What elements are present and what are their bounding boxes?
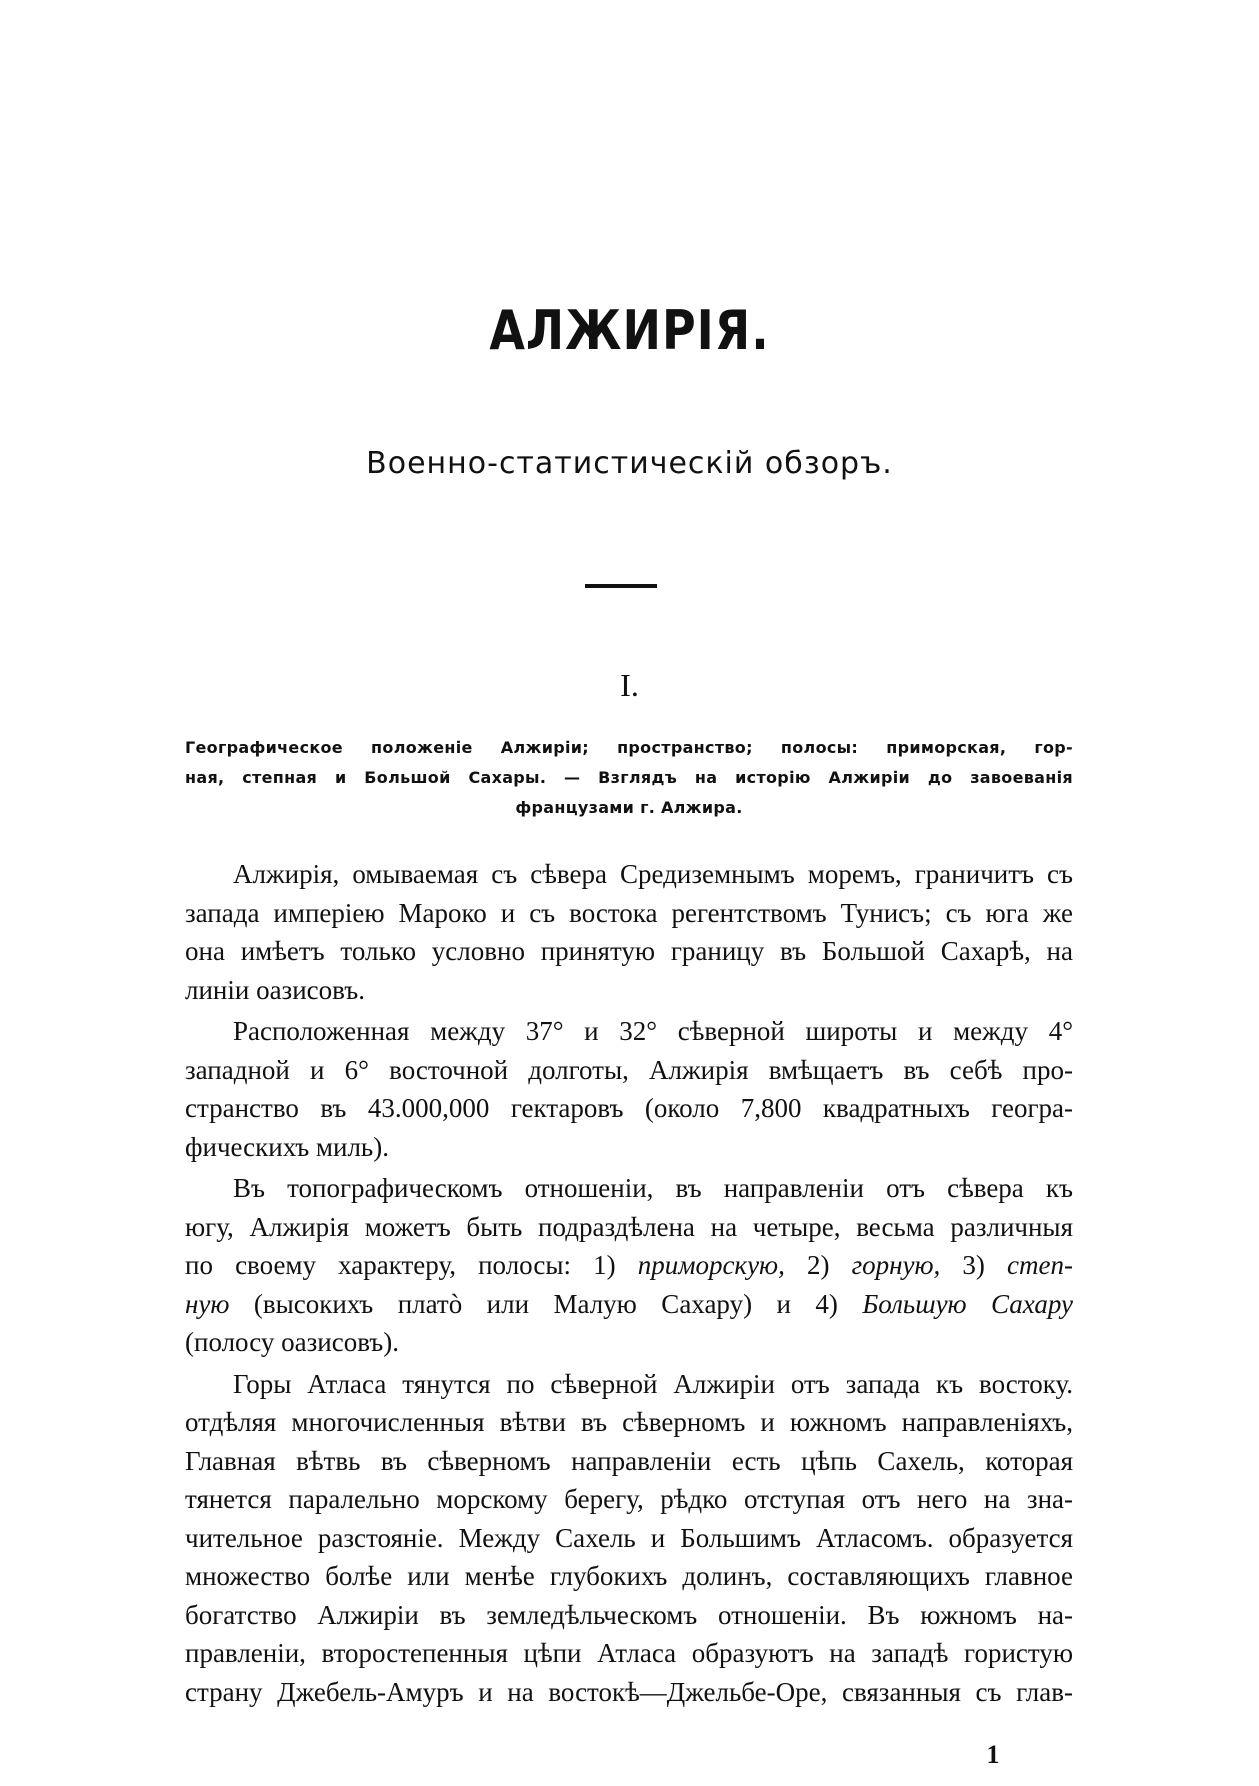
text-line: западной и 6° восточной долготы, Алжирія вмѣщаетъ въ себѣ про- [185, 1054, 1073, 1085]
text-line: богатство Алжиріи въ земледѣльческомъ отношеніи. Въ южномъ на- [185, 1599, 1073, 1630]
text-line: Расположенная между 37° и 32° сѣверной широты и между 4° [233, 1016, 1073, 1046]
page-subtitle: Военно-статистическій обзоръ. [366, 446, 893, 481]
paragraph-1 [185, 855, 1073, 1009]
text-run: 2) [806, 1250, 830, 1280]
text-line: Главная вѣтвь въ сѣверномъ направленіи есть цѣпь Сахель, которая [185, 1445, 1073, 1476]
text-line: странство въ 43.000,000 гектаровъ (около 7,800 квадратныхъ геогра- [185, 1093, 1073, 1123]
text-line: правленіи, второстепенныя цѣпи Атласа образуютъ на западѣ гористую [185, 1638, 1073, 1668]
text-line: чительное разстояніе. Между Сахель и Большимъ Атласомъ. образуется [185, 1522, 1073, 1553]
text-run: по своему характеру, полосы: 1) [185, 1250, 616, 1280]
italic-term: приморскую, [637, 1250, 785, 1280]
paragraph-2 [185, 1012, 1073, 1166]
page-number: 1 [986, 1740, 1000, 1769]
text-line [185, 1246, 1073, 1285]
text-line [185, 1285, 1073, 1324]
text-line: множество болѣе или менѣе глубокихъ долинъ, составляющихъ главное [185, 1561, 1073, 1591]
text-line: Алжирія, омываемая съ сѣвера Средиземнымъ моремъ, граничитъ съ [233, 859, 1073, 889]
summary-line: ная, степная и Большой Сахары. — Взглядъ на исторію Алжиріи до завоеванія [185, 768, 1073, 787]
title-divider [585, 584, 657, 588]
text-run: (высокихъ платò или Малую Сахару) и 4) [253, 1288, 838, 1319]
text-run: 3) [962, 1250, 985, 1280]
summary-line: Географическое положеніе Алжиріи; пространство; полосы: приморская, гор- [185, 738, 1073, 757]
text-line: югу, Алжирія можетъ быть подраздѣлена на четыре, весьма различныя [185, 1211, 1073, 1242]
section-number: I. [620, 667, 639, 703]
page-title: АЛЖИРІЯ. [489, 298, 770, 362]
text-line: тянется паралельно морскому берегу, рѣдко отступая отъ него на зна- [185, 1484, 1073, 1514]
text-line: фическихъ миль). [185, 1131, 389, 1162]
text-line: она имѣетъ только условно принятую границу въ Большой Сахарѣ, на [185, 936, 1073, 966]
italic-term: Большую Сахару [862, 1288, 1073, 1319]
text-line: Въ топографическомъ отношеніи, въ направленіи отъ сѣвера къ [233, 1173, 1073, 1203]
text-line: запада имперіею Мароко и съ востока регентствомъ Тунисъ; съ юга же [185, 897, 1073, 928]
section-summary [185, 733, 1073, 823]
italic-term: горную, [851, 1250, 941, 1280]
summary-line: французами г. Алжира. [515, 798, 743, 817]
italic-term: степ- [1007, 1250, 1074, 1280]
paragraph-3 [185, 1169, 1073, 1362]
italic-term: ную [185, 1288, 230, 1319]
text-line: отдѣляя многочисленныя вѣтви въ сѣверномъ и южномъ направленіяхъ, [185, 1407, 1073, 1437]
text-line: страну Джебель-Амуръ и на востокѣ—Джельбе-Оре, связанныя съ глав- [185, 1676, 1073, 1707]
text-line: (полосу оазисовъ). [185, 1327, 399, 1357]
text-line: линіи оазисовъ. [185, 974, 365, 1005]
body-text [185, 855, 1073, 1714]
text-line: Горы Атласа тянутся по сѣверной Алжиріи отъ запада къ востоку. [233, 1368, 1073, 1399]
paragraph-4 [185, 1365, 1073, 1712]
